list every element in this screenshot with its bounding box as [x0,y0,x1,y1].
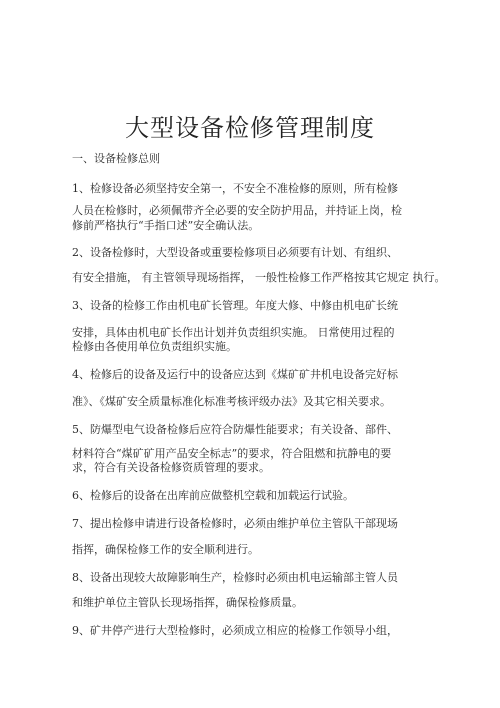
paragraph-line: 4、检修后的设备及运行中的设备应达到《煤矿矿井机电设备完好标 [72,368,398,381]
paragraph-line: 6、检修后的设备在出库前应做整机空载和加载运行试验。 [72,489,354,502]
paragraph-line: 修前严格执行“手指口述”安全确认法。 [72,219,260,232]
paragraph-line: 人员在检修时，必须佩带齐全必要的安全防护用品，并持证上岗，检 [72,204,402,217]
paragraph-line: 安排，具体由机电矿长作出计划并负责组织实施。 日常使用过程的 [72,326,395,339]
paragraph-line: 材料符合“煤矿矿用产品安全标志”的要求，符合阻燃和抗静电的要 [72,447,392,460]
paragraph-line: 5、防爆型电气设备检修后应符合防爆性能要求；有关设备、部件、 [72,423,398,436]
paragraph-line: 3、设备的检修工作由机电矿长管理。年度大修、中修由机电矿长统 [72,299,398,312]
document-title: 大型设备检修管理制度 [125,114,375,142]
paragraph-line: 1、检修设备必须坚持安全第一，不安全不准检修的原则，所有检修 [72,182,398,195]
paragraph-line: 8、设备出现较大故障影响生产，检修时必须由机电运输部主管人员 [72,571,398,584]
paragraph-line: 指挥，确保检修工作的安全顺利进行。 [72,543,259,556]
paragraph-line: 有安全措施， 有主管领导现场指挥， 一般性检修工作严格按其它规定 执行。 [72,271,446,284]
paragraph-line: 和维护单位主管队长现场指挥，确保检修质量。 [72,596,303,609]
section-heading: 一、设备检修总则 [72,152,160,165]
paragraph-line: 检修由各使用单位负责组织实施。 [72,340,237,353]
paragraph-line: 7、提出检修申请进行设备检修时，必须由维护单位主管队干部现场 [72,517,398,530]
paragraph-line: 求，符合有关设备检修资质管理的要求。 [72,461,270,474]
paragraph-line: 2、设备检修时，大型设备或重要检修项目必须要有计划、有组织、 [72,246,398,259]
paragraph-line: 准》、《煤矿安全质量标准化标准考核评级办法》及其它相关要求。 [72,395,391,408]
paragraph-line: 9、矿井停产进行大型检修时，必须成立相应的检修工作领导小组， [72,624,398,637]
